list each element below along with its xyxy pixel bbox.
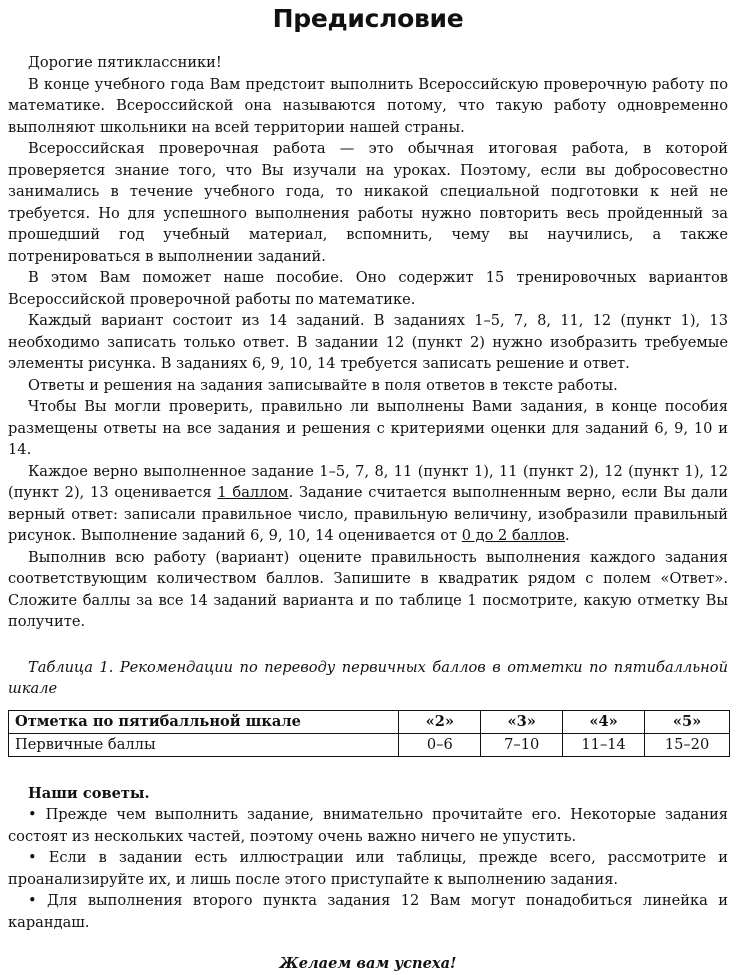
tip-item: • Прежде чем выполнить задание, внимательно прочитайте его. Некоторые задания состоят из нескольких частей, поэтому очень важно ничего не упустить. <box>8 806 728 845</box>
paragraph-intro: В конце учебного года Вам предстоит выполнить Всероссийскую проверочную работу по математике. Всероссийской она называются потому, что такую работу одновременно выполняют школьники на всей территории нашей страны. <box>8 75 728 136</box>
preface-body <box>8 52 728 633</box>
tips-title: Наши советы. <box>28 784 150 802</box>
greeting: Дорогие пятиклассники! <box>28 54 222 71</box>
grade-conversion-table <box>8 710 730 757</box>
scoring-one-point: 1 баллом <box>217 484 289 501</box>
table-caption: Таблица 1. Рекомендации по переводу первичных баллов в отметки по пятибалльной шкале <box>8 658 728 697</box>
table-header-row <box>9 710 730 733</box>
table-cell: Первичные баллы <box>9 733 399 756</box>
tips-section <box>8 783 728 934</box>
table-header-cell: «5» <box>645 710 730 733</box>
paragraph-answers-fields: Ответы и решения на задания записывайте в поля ответов в тексте работы. <box>28 376 618 394</box>
scoring-text-2: . Задание считается выполненным верно, если Вы дали верный ответ: записали правильное число, правильную величину, изобразили правильный рисунок. Выполнение заданий 6, 9, 10, 14 оценивается от <box>8 484 728 544</box>
paragraph-variant-structure: Каждый вариант состоит из 14 заданий. В заданиях 1–5, 7, 8, 11, 12 (пункт 1), 13 необходимо записать только ответ. В задании 12 (пункт 2) нужно изобразить требуемые элементы рисунка. В заданиях 6, 9, 10, 14 требуется записать решение и ответ. <box>8 312 728 372</box>
table-header-cell: «4» <box>563 710 645 733</box>
paragraph-manual: В этом Вам поможет наше пособие. Оно содержит 15 тренировочных вариантов Всероссийской проверочной работы по математике. <box>8 269 728 308</box>
closing-wish: Желаем вам успеха! <box>279 955 457 972</box>
scoring-text-3: . <box>565 527 570 544</box>
tip-item: • Если в задании есть иллюстрации или таблицы, прежде всего, рассмотрите и проанализируйте их, и лишь после этого приступайте к выполнению задания. <box>8 849 728 888</box>
table-cell: 15–20 <box>645 733 730 756</box>
page-title: Предисловие <box>272 4 464 33</box>
scoring-zero-to-two: 0 до 2 баллов <box>461 527 566 544</box>
document-page <box>8 0 728 975</box>
table-header-cell: «2» <box>399 710 481 733</box>
table-header-cell: «3» <box>481 710 563 733</box>
scoring-text-1: Каждое верно выполненное задание 1–5, 7, 8, 11 (пункт 1), 11 (пункт 2), 12 (пункт 1), 12 (пункт 2), 13 оценивается <box>8 462 728 501</box>
table-cell: 11–14 <box>563 733 645 756</box>
paragraph-self-check: Чтобы Вы могли проверить, правильно ли выполнены Вами задания, в конце пособия размещены ответы на все задания и решения с критериями оценки для заданий 6, 9, 10 и 14. <box>8 398 728 458</box>
paragraph-about-work: Всероссийская проверочная работа — это обычная итоговая работа, в которой проверяется знание того, что Вы изучали на уроках. Поэтому, если вы добросовестно занимались в течение учебного года, то никакой специальной подготовки к ней не требуется. Но для успешного выполнения работы нужно повторить весь пройденный за прошедший год учебный материал, вспомнить, чему вы научились, а также потренироваться в выполнении заданий. <box>8 140 728 265</box>
paragraph-self-assessment: Выполнив всю работу (вариант) оцените правильность выполнения каждого задания соответствующим количеством баллов. Запишите в квадратик рядом с полем «Ответ». Сложите баллы за все 14 заданий варианта и по таблице 1 посмотрите, какую отметку Вы получите. <box>8 548 728 630</box>
table-header-cell: Отметка по пятибалльной шкале <box>9 710 399 733</box>
paragraph-scoring <box>8 461 728 547</box>
table-cell: 0–6 <box>399 733 481 756</box>
table-row <box>9 733 730 756</box>
tip-item: • Для выполнения второго пункта задания 12 Вам могут понадобиться линейка и карандаш. <box>8 892 728 931</box>
table-cell: 7–10 <box>481 733 563 756</box>
